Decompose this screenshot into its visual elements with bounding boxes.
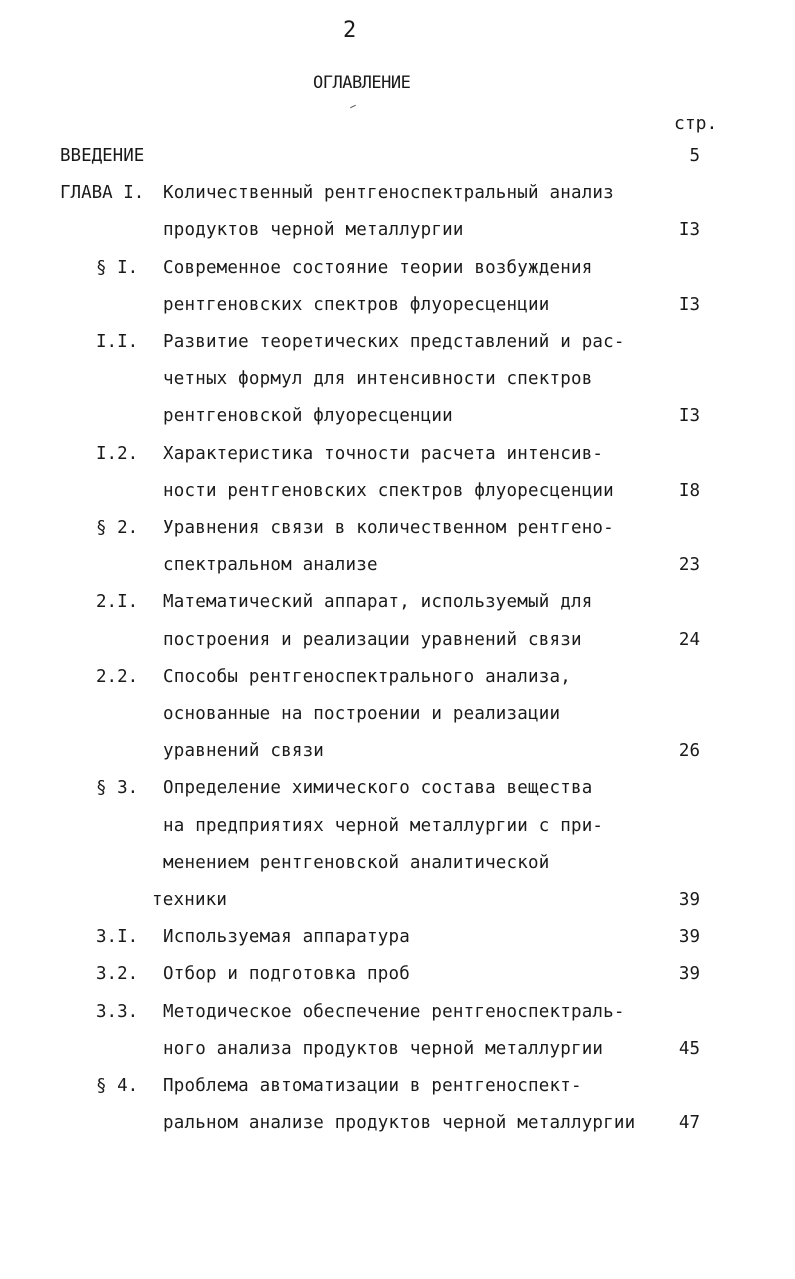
- toc-entry-number: I.2.: [96, 443, 139, 464]
- toc-entry-page: 47: [678, 1113, 700, 1134]
- toc-entry-page: 39: [678, 964, 700, 985]
- toc-entry-line: ного анализа продуктов черной металлургии: [163, 1038, 604, 1059]
- toc-entry-number: 2.2.: [96, 666, 139, 687]
- toc-entry-line: Характеристика точности расчета интенсив-: [163, 443, 604, 464]
- toc-entry-page: 26: [678, 741, 700, 762]
- toc-entry-number: ГЛАВА I.: [60, 183, 145, 204]
- toc-entry-page: 5: [689, 146, 700, 166]
- toc-entry-line: рентгеновской флуоресценции: [163, 406, 453, 427]
- page-number: 2: [343, 18, 357, 43]
- toc-entry-number: 2.I.: [96, 592, 139, 613]
- toc-entry-line: рентгеновских спектров флуоресценции: [163, 294, 550, 315]
- toc-entry-line: четных формул для интенсивности спектров: [163, 369, 593, 390]
- toc-entry-line: Определение химического состава вещества: [163, 778, 593, 799]
- toc-entry-number: I.I.: [96, 332, 139, 352]
- toc-entry-line: Используемая аппаратура: [163, 927, 410, 948]
- toc-entry-number: § 2.: [96, 518, 139, 538]
- toc-entry-line: менением рентгеновской аналитической: [163, 852, 550, 873]
- toc-entry-number: 3.3.: [96, 1001, 139, 1022]
- toc-entry-page: 45: [678, 1038, 700, 1059]
- toc-entry-line: спектральном анализе: [163, 555, 378, 576]
- toc-entry-number: 3.I.: [96, 927, 139, 948]
- toc-entry-line: Способы рентгеноспектрального анализа,: [163, 666, 571, 687]
- toc-entry-line: Уравнения связи в количественном рентгено-: [163, 518, 614, 538]
- toc-entry-line: построения и реализации уравнений связи: [163, 629, 582, 650]
- page-column-label: стр.: [674, 113, 718, 134]
- toc-entry-number: § 4.: [96, 1076, 139, 1096]
- toc-entry-page: 24: [678, 629, 700, 650]
- toc-entry-line: Развитие теоретических представлений и рас-: [163, 332, 625, 352]
- toc-entry-number: ВВЕДЕНИЕ: [60, 146, 145, 166]
- toc-entry-page: 39: [678, 927, 700, 948]
- toc-entry-page: I3: [678, 220, 700, 241]
- toc-entry-line: техники: [152, 890, 228, 910]
- toc-entry-page: 23: [678, 555, 700, 576]
- toc-entry-line: уравнений связи: [163, 741, 325, 762]
- toc-entry-line: на предприятиях черной металлургии с при-: [163, 815, 604, 836]
- toc-entry-line: Количественный рентгеноспектральный анализ: [163, 183, 614, 204]
- toc-entry-line: Отбор и подготовка проб: [163, 964, 410, 985]
- toc-entry-number: § I.: [96, 257, 139, 278]
- toc-entry-page: I3: [678, 406, 700, 427]
- toc-entry-page: I8: [678, 480, 700, 501]
- toc-entry-number: 3.2.: [96, 964, 139, 985]
- toc-entry-line: Проблема автоматизации в рентгеноспект-: [163, 1076, 582, 1096]
- toc-entry-line: ности рентгеновских спектров флуоресценции: [163, 480, 614, 501]
- toc-entry-line: Математический аппарат, используемый для: [163, 592, 593, 613]
- page-title: ОГЛАВЛЕНИЕ: [313, 73, 411, 93]
- toc-entry-line: Методическое обеспечение рентгеноспектраль-: [163, 1001, 625, 1022]
- toc-entry-page: 39: [678, 890, 700, 910]
- toc-entry-number: § 3.: [96, 778, 139, 799]
- scan-speck: [350, 105, 356, 108]
- toc-entry-page: I3: [678, 294, 700, 315]
- toc-entry-line: продуктов черной металлургии: [163, 220, 464, 241]
- toc-entry-line: основанные на построении и реализации: [163, 704, 561, 724]
- toc-entry-line: ральном анализе продуктов черной металлургии: [163, 1113, 636, 1134]
- toc-entry-line: Современное состояние теории возбуждения: [163, 257, 593, 278]
